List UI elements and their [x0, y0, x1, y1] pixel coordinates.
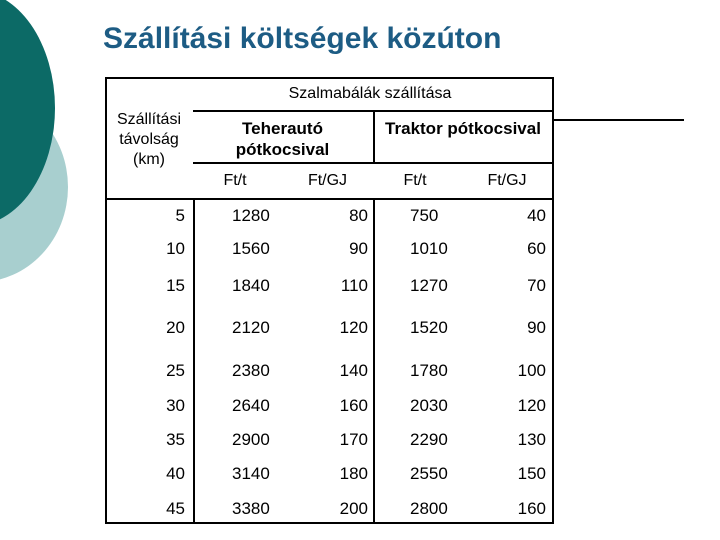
- tractor-ft-t-cell: 2290: [410, 430, 448, 449]
- tractor-ft-gj-cell: 70: [527, 276, 546, 295]
- table-line: [193, 198, 195, 524]
- group-header: Szalmabálák szállítása: [288, 85, 452, 102]
- truck-header-line: Teherautó: [242, 119, 323, 138]
- table-line: [554, 119, 684, 121]
- truck-ft-t-cell: 2380: [232, 361, 270, 380]
- truck-ft-gj-cell: 160: [339, 396, 368, 415]
- distance-cell: 35: [166, 430, 185, 449]
- tractor-ft-t-cell: 1780: [410, 361, 448, 380]
- truck-ft-t-cell: 1280: [232, 206, 270, 225]
- tractor-ft-gj-cell: 40: [527, 206, 546, 225]
- truck-ft-t-cell: 2640: [232, 396, 270, 415]
- table-line: [373, 198, 375, 524]
- distance-header-line: távolság: [119, 131, 179, 148]
- tractor-ft-t-cell: 750: [410, 206, 439, 225]
- distance-cell: 10: [166, 239, 185, 258]
- distance-cell: 15: [166, 276, 185, 295]
- distance-header-line: (km): [133, 151, 165, 168]
- table-line: [105, 522, 554, 524]
- table-line: [105, 198, 554, 200]
- truck-ft-gj-cell: 180: [339, 464, 368, 483]
- tractor-ft-gj-cell: 130: [517, 430, 546, 449]
- tractor-ft-gj-cell: 150: [517, 464, 546, 483]
- tractor-ft-t-cell: 1270: [410, 276, 448, 295]
- tractor-header: Traktor pótkocsival: [385, 119, 541, 138]
- distance-cell: 20: [166, 318, 185, 337]
- tractor-ft-gj-cell: 90: [527, 318, 546, 337]
- truck-ft-gj-cell: 120: [339, 318, 368, 337]
- distance-cell: 40: [166, 464, 185, 483]
- truck-header-line: pótkocsival: [235, 140, 330, 159]
- truck-ft-gj-cell: 140: [339, 361, 368, 380]
- table-line: [105, 77, 554, 79]
- distance-header-line: Szállítási: [116, 111, 182, 128]
- tractor-ft-gj-cell: 120: [517, 396, 546, 415]
- truck-ft-t-cell: 3140: [232, 464, 270, 483]
- truck-ft-t-cell: 1560: [232, 239, 270, 258]
- tractor-ft-gj-cell: 100: [517, 361, 546, 380]
- truck-ft-t-cell: 2120: [232, 318, 270, 337]
- tractor-ft-gj-cell: 60: [527, 239, 546, 258]
- tractor-ft-t-cell: 2030: [410, 396, 448, 415]
- tractor-ft-gj-cell: 160: [517, 499, 546, 518]
- distance-cell: 5: [175, 206, 185, 225]
- truck-ft-gj-cell: 170: [339, 430, 368, 449]
- page-title: Szállítási költségek közúton: [103, 22, 502, 55]
- truck-ft-gj-cell: 90: [349, 239, 368, 258]
- truck-ft-t-cell: 2900: [232, 430, 270, 449]
- tractor-ft-t-cell: 2800: [410, 499, 448, 518]
- truck-ft-gj-cell: 110: [340, 276, 368, 295]
- distance-cell: 45: [166, 499, 185, 518]
- unit-header: Ft/t: [403, 172, 427, 189]
- truck-ft-t-cell: 3380: [232, 499, 270, 518]
- distance-cell: 30: [166, 396, 185, 415]
- tractor-ft-t-cell: 1010: [410, 239, 448, 258]
- unit-header: Ft/GJ: [487, 172, 527, 189]
- truck-ft-gj-cell: 200: [339, 499, 368, 518]
- unit-header: Ft/t: [223, 172, 247, 189]
- truck-ft-gj-cell: 80: [349, 206, 368, 225]
- distance-cell: 25: [166, 361, 185, 380]
- truck-ft-t-cell: 1840: [232, 276, 270, 295]
- distance-header: [107, 110, 191, 170]
- table-line: [552, 77, 554, 524]
- truck-header: [200, 118, 365, 160]
- tractor-ft-t-cell: 2550: [410, 464, 448, 483]
- unit-header: Ft/GJ: [307, 172, 348, 189]
- tractor-ft-t-cell: 1520: [410, 318, 448, 337]
